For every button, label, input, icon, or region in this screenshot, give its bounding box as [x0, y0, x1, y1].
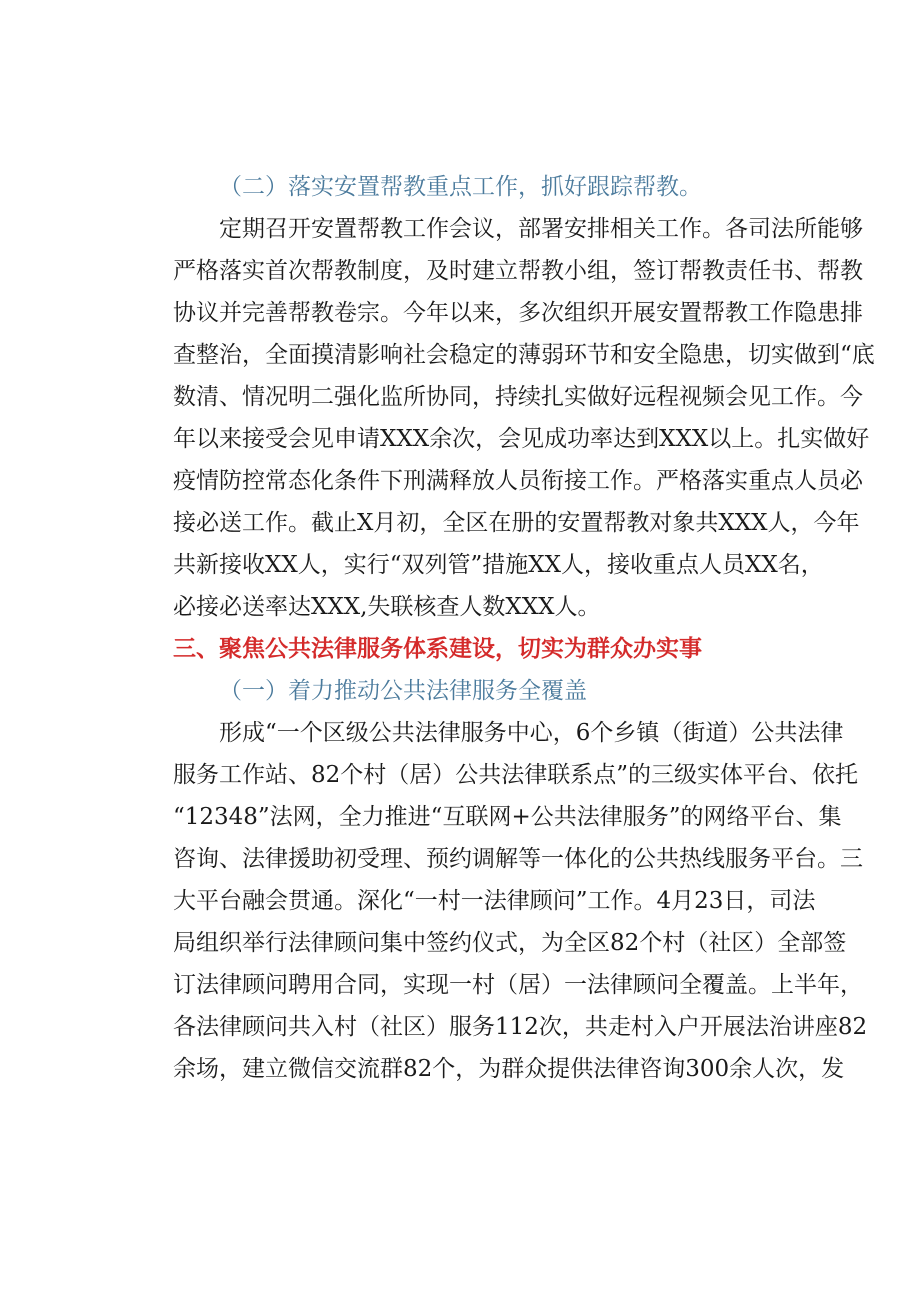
- paragraph-line: 必接必送率达XXX,失联核查人数XXX人。: [173, 594, 601, 620]
- paragraph-line: 咨询、法律援助初受理、预约调解等一体化的公共热线服务平台。三: [173, 846, 863, 872]
- paragraph-line: 年以来接受会见申请XXX余次，会见成功率达到XXX以上。扎实做好: [173, 426, 870, 452]
- subsection-heading-1: （一）着力推动公共法律服务全覆盖: [219, 678, 587, 704]
- paragraph-line: “12348”法网，全力推进“互联网+公共法律服务”的网络平台、集: [173, 804, 842, 830]
- paragraph-line: 接必送工作。截止X月初，全区在册的安置帮教对象共XXX人，今年: [173, 510, 860, 536]
- paragraph-line: 数清、情况明二强化监所协同，持续扎实做好远程视频会见工作。今: [173, 384, 863, 410]
- paragraph-line: 定期召开安置帮教工作会议，部署安排相关工作。各司法所能够: [219, 216, 863, 242]
- paragraph-line: 查整治，全面摸清影响社会稳定的薄弱环节和安全隐患，切实做到“底: [173, 342, 875, 368]
- paragraph-line: 严格落实首次帮教制度，及时建立帮教小组，签订帮教责任书、帮教: [173, 258, 863, 284]
- paragraph-line: 服务工作站、82个村（居）公共法律联系点”的三级实体平台、依托: [173, 762, 859, 788]
- paragraph-line: 各法律顾问共入村（社区）服务112次，共走村入户开展法治讲座82: [173, 1014, 868, 1040]
- section-heading-3: 三、聚焦公共法律服务体系建设，切实为群众办实事: [173, 636, 702, 662]
- paragraph-line: 形成“一个区级公共法律服务中心，6个乡镇（街道）公共法律: [219, 720, 844, 746]
- paragraph-line: 协议并完善帮教卷宗。今年以来，多次组织开展安置帮教工作隐患排: [173, 300, 863, 326]
- paragraph-line: 余场，建立微信交流群82个，为群众提供法律咨询300余人次，发: [173, 1056, 845, 1082]
- paragraph-line: 局组织举行法律顾问集中签约仪式，为全区82个村（社区）全部签: [173, 930, 847, 956]
- paragraph-line: 疫情防控常态化条件下刑满释放人员衔接工作。严格落实重点人员必: [173, 468, 863, 494]
- paragraph-line: 共新接收XX人，实行“双列管”措施XX人，接收重点人员XX名，: [173, 552, 824, 578]
- paragraph-line: 大平台融会贯通。深化“一村一法律顾问”工作。4月23日，司法: [173, 888, 816, 914]
- subsection-heading-2: （二）落实安置帮教重点工作，抓好跟踪帮教。: [219, 174, 702, 200]
- paragraph-line: 订法律顾问聘用合同，实现一村（居）一法律顾问全覆盖。上半年，: [173, 972, 863, 998]
